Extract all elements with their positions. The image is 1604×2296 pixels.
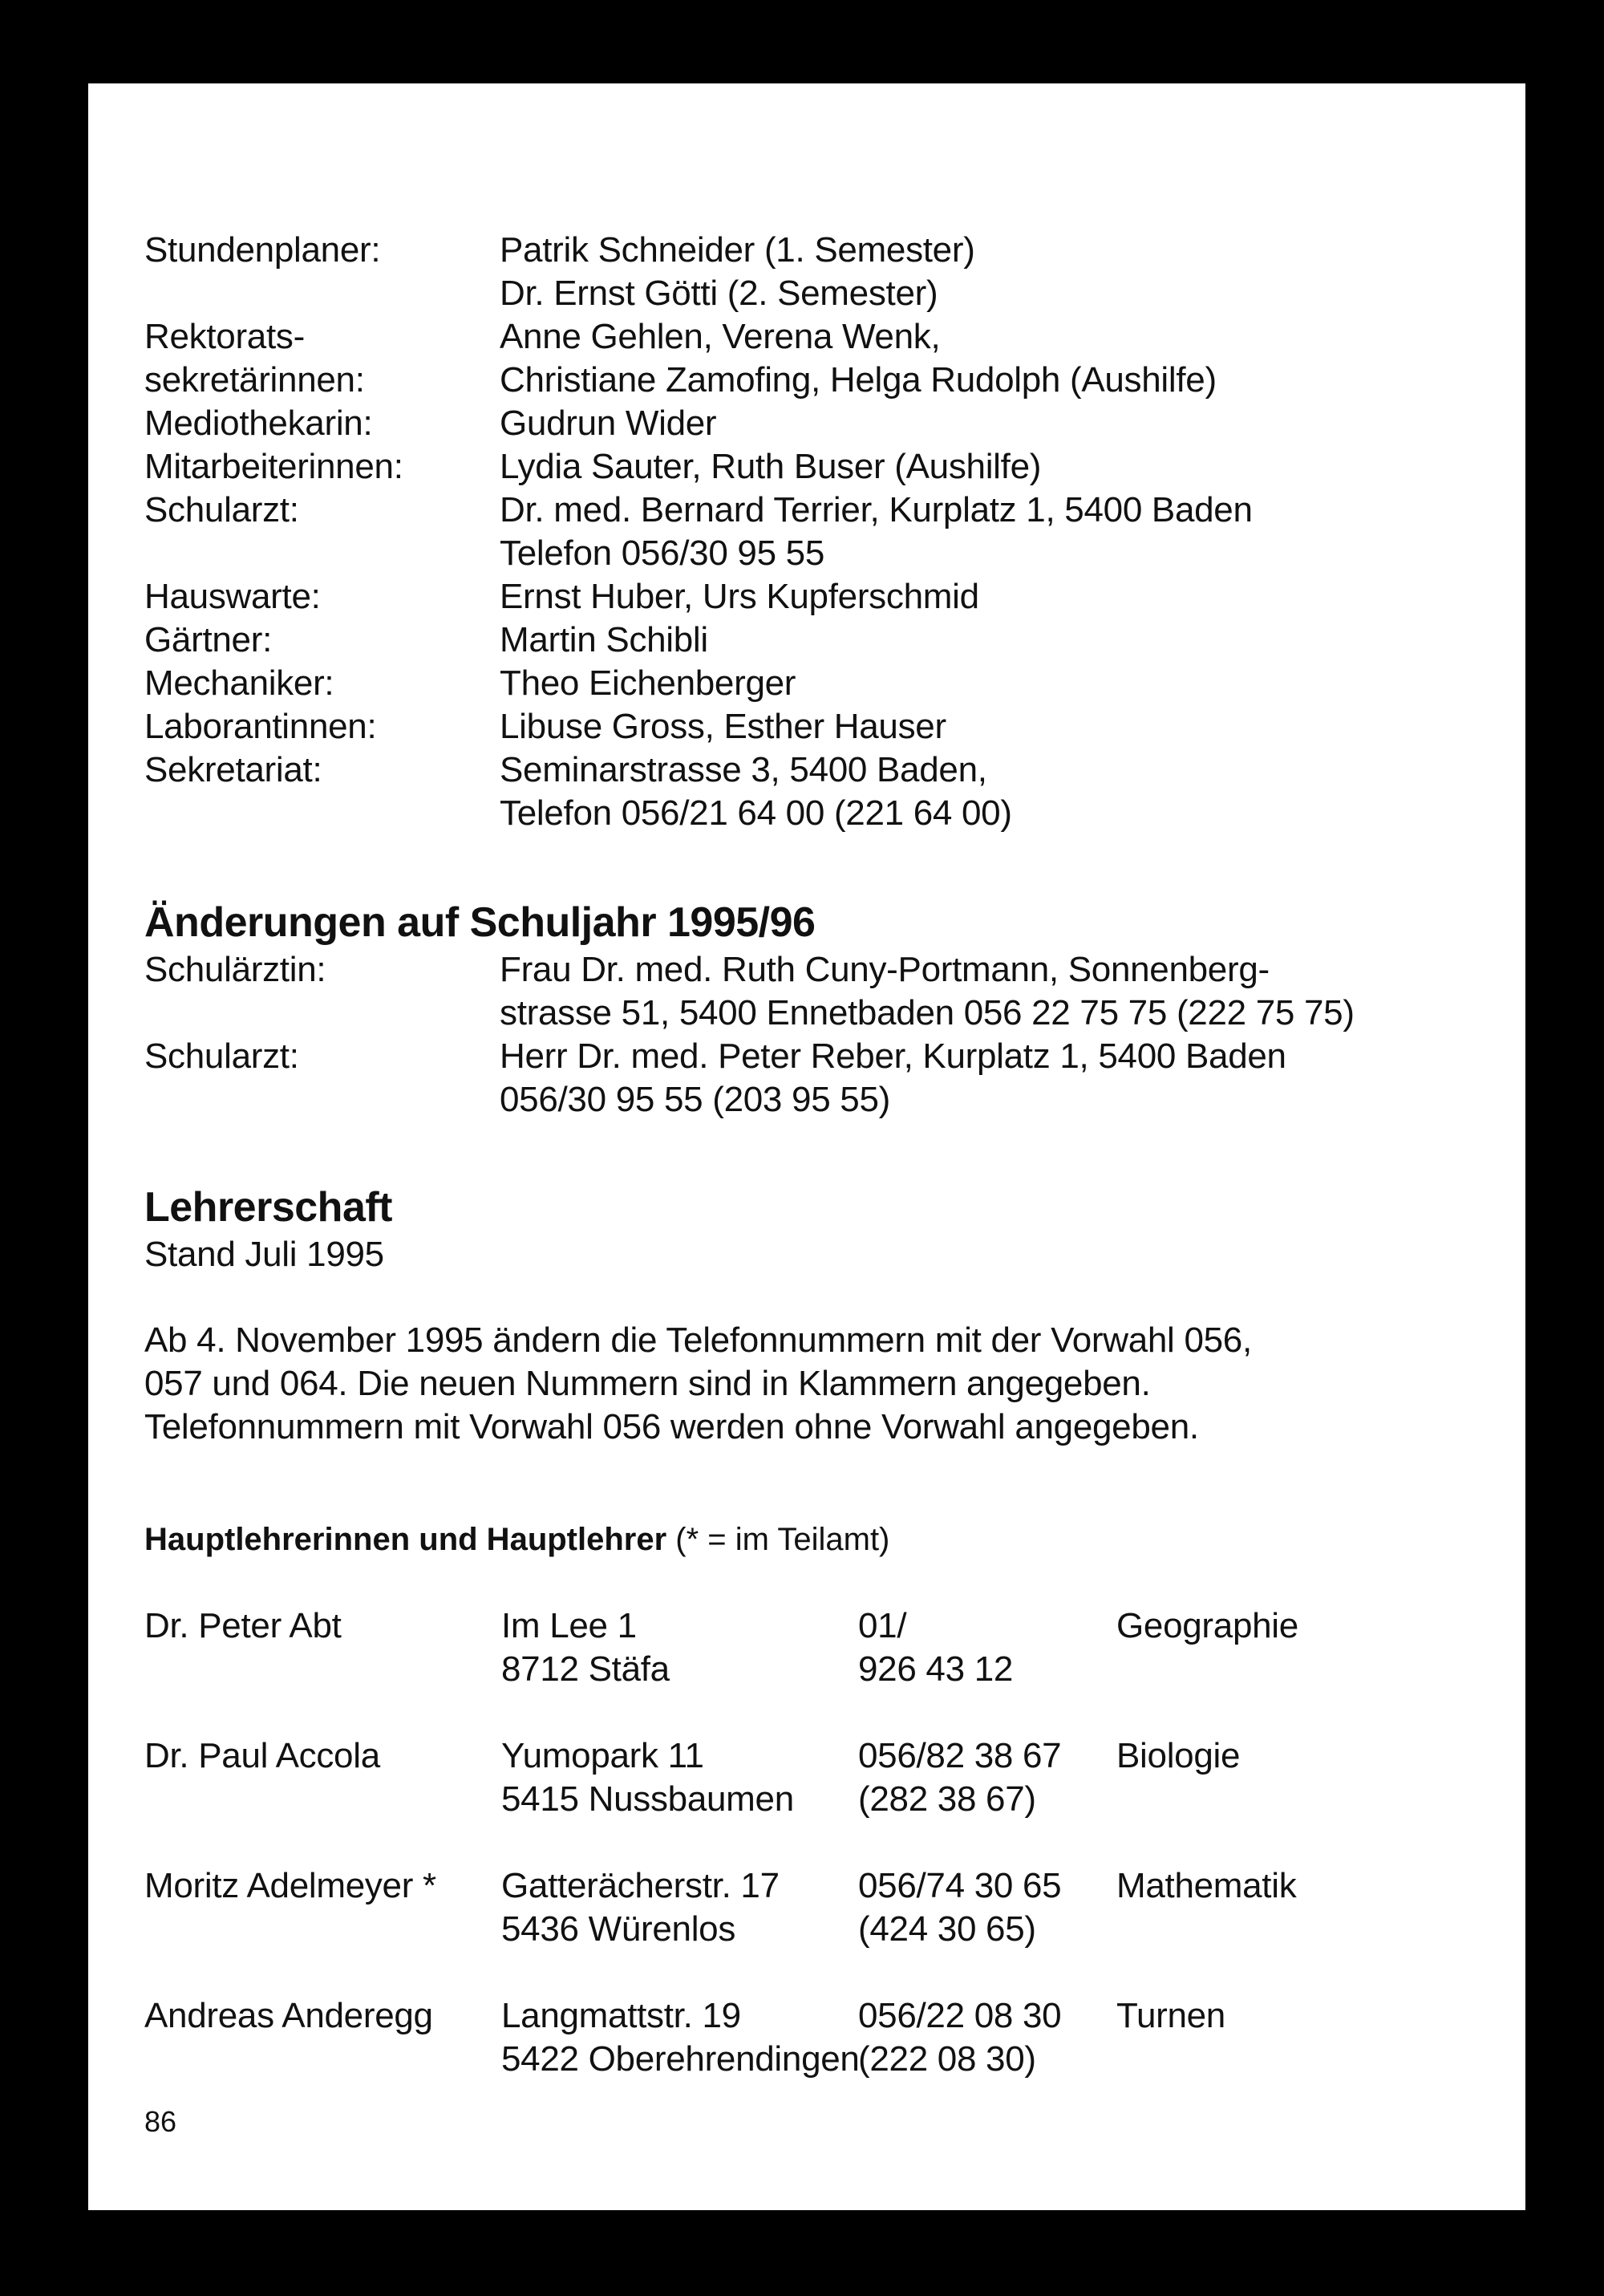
- page-number: 86: [144, 2105, 177, 2138]
- changes-value: strasse 51, 5400 Ennetbaden 056 22 75 75 (222 75 75): [500, 993, 1355, 1032]
- staff-label: Gärtner:: [144, 620, 272, 659]
- staff-label: Hauswarte:: [144, 577, 321, 616]
- changes-label: Schularzt:: [144, 1036, 299, 1076]
- changes-label: Schulärztin:: [144, 950, 326, 989]
- teacher-city: 5415 Nussbaumen: [501, 1779, 794, 1819]
- staff-value: Martin Schibli: [500, 620, 708, 659]
- teacher-street: Im Lee 1: [501, 1606, 637, 1645]
- faculty-heading: Lehrerschaft: [144, 1184, 392, 1231]
- staff-label: Sekretariat:: [144, 750, 322, 789]
- staff-value: Dr. Ernst Götti (2. Semester): [500, 274, 938, 313]
- staff-label: Stundenplaner:: [144, 230, 381, 270]
- changes-value: Herr Dr. med. Peter Reber, Kurplatz 1, 5400 Baden: [500, 1036, 1286, 1076]
- staff-label: Schularzt:: [144, 490, 299, 529]
- teacher-name: Dr. Paul Accola: [144, 1736, 380, 1775]
- staff-label: Mitarbeiterinnen:: [144, 447, 403, 486]
- staff-label: Rektorats-: [144, 317, 305, 356]
- staff-value: Telefon 056/30 95 55: [500, 533, 825, 573]
- staff-value: Telefon 056/21 64 00 (221 64 00): [500, 793, 1012, 833]
- faculty-notice-line: Telefonnummern mit Vorwahl 056 werden ohne Vorwahl angegeben.: [144, 1407, 1199, 1446]
- teachers-subheading: [144, 1519, 889, 1560]
- teacher-subject: Mathematik: [1116, 1866, 1297, 1905]
- teacher-phone: 056/74 30 65: [858, 1866, 1062, 1905]
- teachers-subheading-note: (* = im Teilamt): [666, 1522, 890, 1557]
- teacher-city: 8712 Stäfa: [501, 1649, 670, 1689]
- staff-value: Seminarstrasse 3, 5400 Baden,: [500, 750, 987, 789]
- teacher-subject: Geographie: [1116, 1606, 1298, 1645]
- staff-value: Dr. med. Bernard Terrier, Kurplatz 1, 5400 Baden: [500, 490, 1253, 529]
- staff-value: Ernst Huber, Urs Kupferschmid: [500, 577, 979, 616]
- teacher-phone-new: 926 43 12: [858, 1649, 1014, 1689]
- teacher-subject: Biologie: [1116, 1736, 1241, 1775]
- staff-label: sekretärinnen:: [144, 360, 365, 400]
- teacher-city: 5422 Oberehrendingen: [501, 2039, 860, 2079]
- staff-value: Gudrun Wider: [500, 404, 717, 443]
- faculty-notice-line: Ab 4. November 1995 ändern die Telefonnummern mit der Vorwahl 056,: [144, 1320, 1252, 1360]
- teacher-street: Yumopark 11: [501, 1736, 704, 1775]
- teachers-subheading-title: Hauptlehrerinnen und Hauptlehrer: [144, 1522, 667, 1557]
- faculty-date: Stand Juli 1995: [144, 1235, 384, 1274]
- staff-value: Anne Gehlen, Verena Wenk,: [500, 317, 941, 356]
- staff-value: Lydia Sauter, Ruth Buser (Aushilfe): [500, 447, 1042, 486]
- teacher-phone: 056/22 08 30: [858, 1996, 1062, 2035]
- staff-value: Christiane Zamofing, Helga Rudolph (Aushilfe): [500, 360, 1217, 400]
- teacher-name: Andreas Anderegg: [144, 1996, 433, 2035]
- teacher-phone-new: (282 38 67): [858, 1779, 1036, 1819]
- teacher-street: Langmattstr. 19: [501, 1996, 741, 2035]
- teacher-phone-new: (424 30 65): [858, 1909, 1036, 1949]
- staff-label: Mechaniker:: [144, 663, 334, 703]
- teacher-phone: 01/: [858, 1606, 907, 1645]
- staff-value: Patrik Schneider (1. Semester): [500, 230, 975, 270]
- teacher-street: Gatterächerstr. 17: [501, 1866, 780, 1905]
- teacher-phone: 056/82 38 67: [858, 1736, 1062, 1775]
- changes-heading: Änderungen auf Schuljahr 1995/96: [144, 899, 816, 946]
- changes-value: 056/30 95 55 (203 95 55): [500, 1080, 890, 1119]
- teacher-name: Moritz Adelmeyer *: [144, 1866, 436, 1905]
- staff-value: Theo Eichenberger: [500, 663, 796, 703]
- staff-label: Mediothekarin:: [144, 404, 373, 443]
- staff-value: Libuse Gross, Esther Hauser: [500, 707, 946, 746]
- teacher-name: Dr. Peter Abt: [144, 1606, 342, 1645]
- teacher-city: 5436 Würenlos: [501, 1909, 736, 1949]
- changes-value: Frau Dr. med. Ruth Cuny-Portmann, Sonnenberg-: [500, 950, 1270, 989]
- staff-label: Laborantinnen:: [144, 707, 377, 746]
- faculty-notice-line: 057 und 064. Die neuen Nummern sind in Klammern angegeben.: [144, 1364, 1151, 1403]
- teacher-phone-new: (222 08 30): [858, 2039, 1036, 2079]
- teacher-subject: Turnen: [1116, 1996, 1225, 2035]
